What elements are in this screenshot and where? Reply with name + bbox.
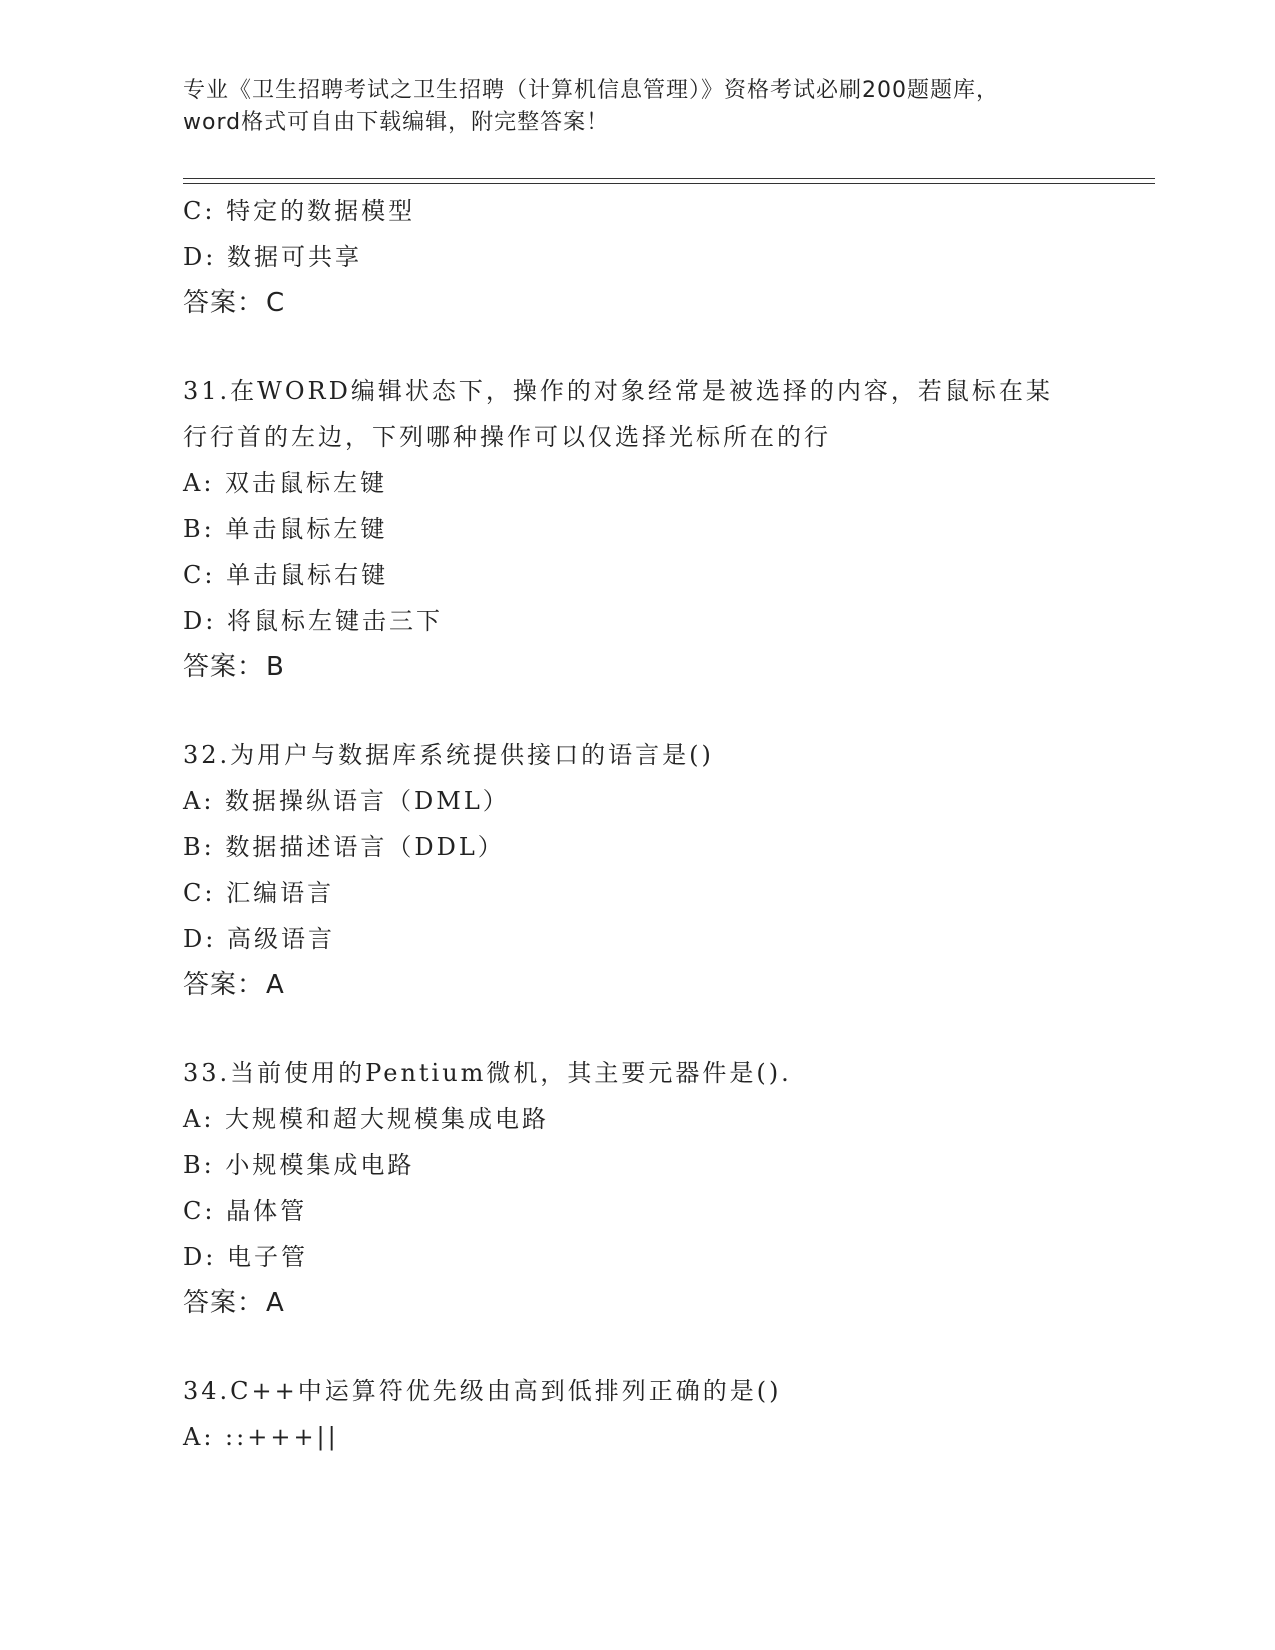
option-d: D: 数据可共享 [183,243,362,271]
answer-label: 答案： [183,652,265,682]
option-c: C: 汇编语言 [183,879,335,907]
previous-question-tail [183,188,1143,326]
question-stem: 32.为用户与数据库系统提供接口的语言是() [183,741,714,769]
question-31 [183,368,1143,690]
answer-value: C [266,288,286,318]
answer-value: A [266,1288,285,1318]
option-b: B: 单击鼠标左键 [183,515,388,543]
option-c: C: 特定的数据模型 [183,197,416,225]
document-header [183,75,1083,139]
header-line-2: word格式可自由下载编辑，附完整答案！ [183,110,610,135]
answer-label: 答案： [183,970,265,1000]
answer-label: 答案： [183,288,265,318]
question-list [183,188,1143,1460]
option-b: B: 数据描述语言（DDL） [183,833,505,861]
answer-line [183,644,1143,690]
option-c: C: 单击鼠标右键 [183,561,389,589]
answer-value: B [266,652,285,682]
option-a: A: 数据操纵语言（DML） [183,787,510,815]
option-b: B: 小规模集成电路 [183,1151,415,1179]
question-34 [183,1368,1143,1460]
answer-line [183,1280,1143,1326]
answer-label: 答案： [183,1288,265,1318]
option-a: A: 双击鼠标左键 [183,469,388,497]
header-line-1: 专业《卫生招聘考试之卫生招聘（计算机信息管理）》资格考试必刷200题题库， [183,78,999,103]
question-stem: 33.当前使用的Pentium微机，其主要元器件是(). [183,1059,792,1087]
question-stem: 31.在WORD编辑状态下，操作的对象经常是被选择的内容，若鼠标在某行行首的左边，下列哪种操作可以仅选择光标所在的行 [183,377,1053,451]
question-32 [183,732,1143,1008]
option-d: D: 将鼠标左键击三下 [183,607,443,635]
header-divider-top [183,178,1155,179]
option-d: D: 高级语言 [183,925,335,953]
question-33 [183,1050,1143,1326]
option-a: A: ::+++|| [183,1423,339,1451]
option-c: C: 晶体管 [183,1197,308,1225]
option-d: D: 电子管 [183,1243,308,1271]
question-stem: 34.C++中运算符优先级由高到低排列正确的是() [183,1377,782,1405]
header-divider-bottom [183,183,1155,184]
answer-line [183,962,1143,1008]
answer-value: A [266,970,285,1000]
answer-line [183,280,1143,326]
option-a: A: 大规模和超大规模集成电路 [183,1105,550,1133]
